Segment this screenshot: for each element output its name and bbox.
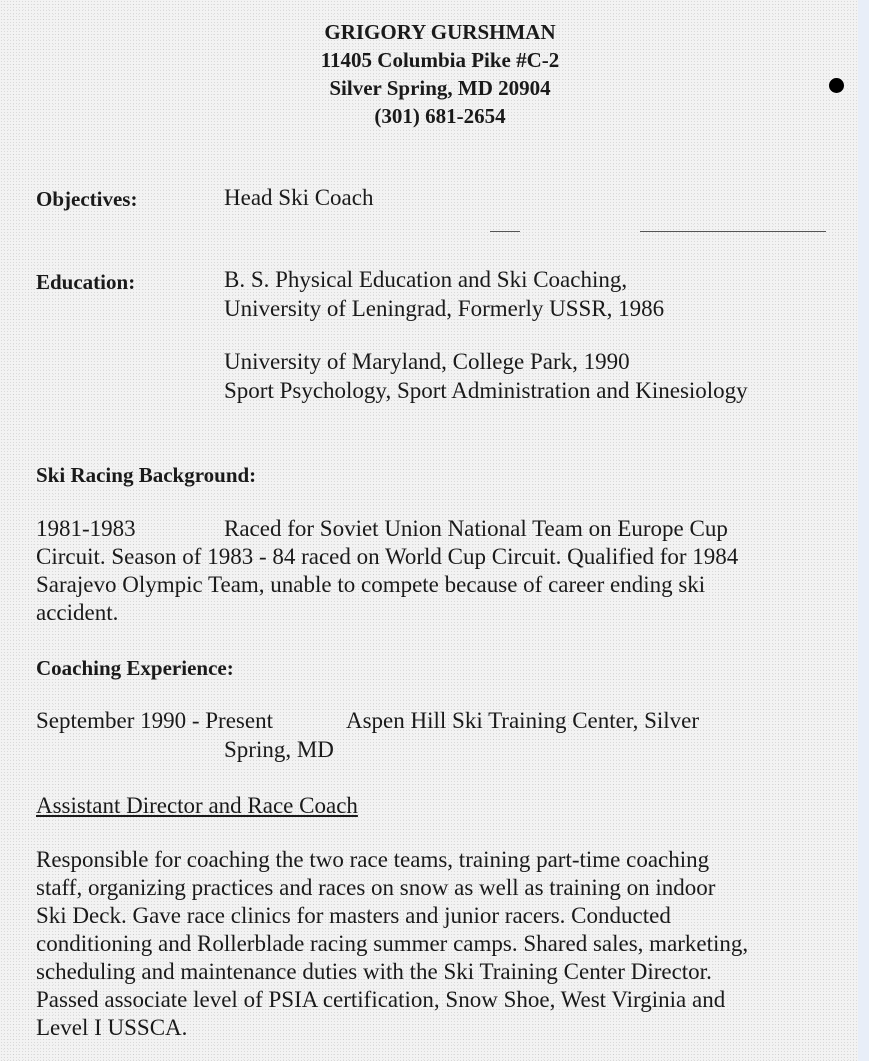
ski-racing-line: accident. <box>36 600 119 625</box>
coaching-line: Responsible for coaching the two race teams, training part-time coaching <box>36 847 710 872</box>
ski-racing-line: Circuit. Season of 1983 - 84 raced on World Cup Circuit. Qualified for 1984 <box>36 544 739 569</box>
coaching-description <box>36 846 846 1042</box>
bullet-mark <box>829 78 844 93</box>
coaching-place-line-1: Aspen Hill Ski Training Center, Silver <box>346 708 700 733</box>
coaching-line: Passed associate level of PSIA certification, Snow Shoe, West Virginia and <box>36 987 726 1012</box>
ski-racing-years: 1981-1983 <box>36 516 136 541</box>
address-line-1: 11405 Columbia Pike #C-2 <box>320 48 560 72</box>
address-line-2: Silver Spring, MD 20904 <box>329 76 551 100</box>
coaching-role: Assistant Director and Race Coach <box>36 793 358 818</box>
ski-racing-first-line: Raced for Soviet Union National Team on Europe Cup <box>224 516 728 541</box>
ski-racing-heading: Ski Racing Background: <box>36 463 257 487</box>
coaching-line: staff, organizing practices and races on snow as well as training on indoor <box>36 875 716 900</box>
resume-header <box>0 18 858 130</box>
coaching-line: Ski Deck. Gave race clinics for masters and junior racers. Conducted <box>36 903 671 928</box>
education-label: Education: <box>36 270 136 294</box>
stray-rule-2 <box>640 231 826 232</box>
phone-number: (301) 681-2654 <box>374 104 506 128</box>
education-line-3: University of Maryland, College Park, 1990 <box>224 349 630 374</box>
coaching-line: scheduling and maintenance duties with the Ski Training Center Director. <box>36 959 712 984</box>
objectives-value: Head Ski Coach <box>224 185 374 210</box>
coaching-heading: Coaching Experience: <box>36 656 234 680</box>
page-edge <box>858 0 869 1061</box>
applicant-name: GRIGORY GURSHMAN <box>324 20 556 44</box>
coaching-place-line-2: Spring, MD <box>224 737 334 762</box>
education-line-1: B. S. Physical Education and Ski Coaching, <box>224 267 628 292</box>
education-line-4: Sport Psychology, Sport Administration and Kinesiology <box>224 378 748 403</box>
objectives-label: Objectives: <box>36 187 138 211</box>
ski-racing-line: Sarajevo Olympic Team, unable to compete because of career ending ski <box>36 572 706 597</box>
stray-rule-1 <box>490 231 520 232</box>
coaching-line: Level I USSCA. <box>36 1015 188 1040</box>
coaching-line: conditioning and Rollerblade racing summer camps. Shared sales, marketing, <box>36 931 749 956</box>
ski-racing-description <box>36 543 846 627</box>
education-line-2: University of Leningrad, Formerly USSR, 1986 <box>224 296 665 321</box>
coaching-date: September 1990 - Present <box>36 708 273 733</box>
